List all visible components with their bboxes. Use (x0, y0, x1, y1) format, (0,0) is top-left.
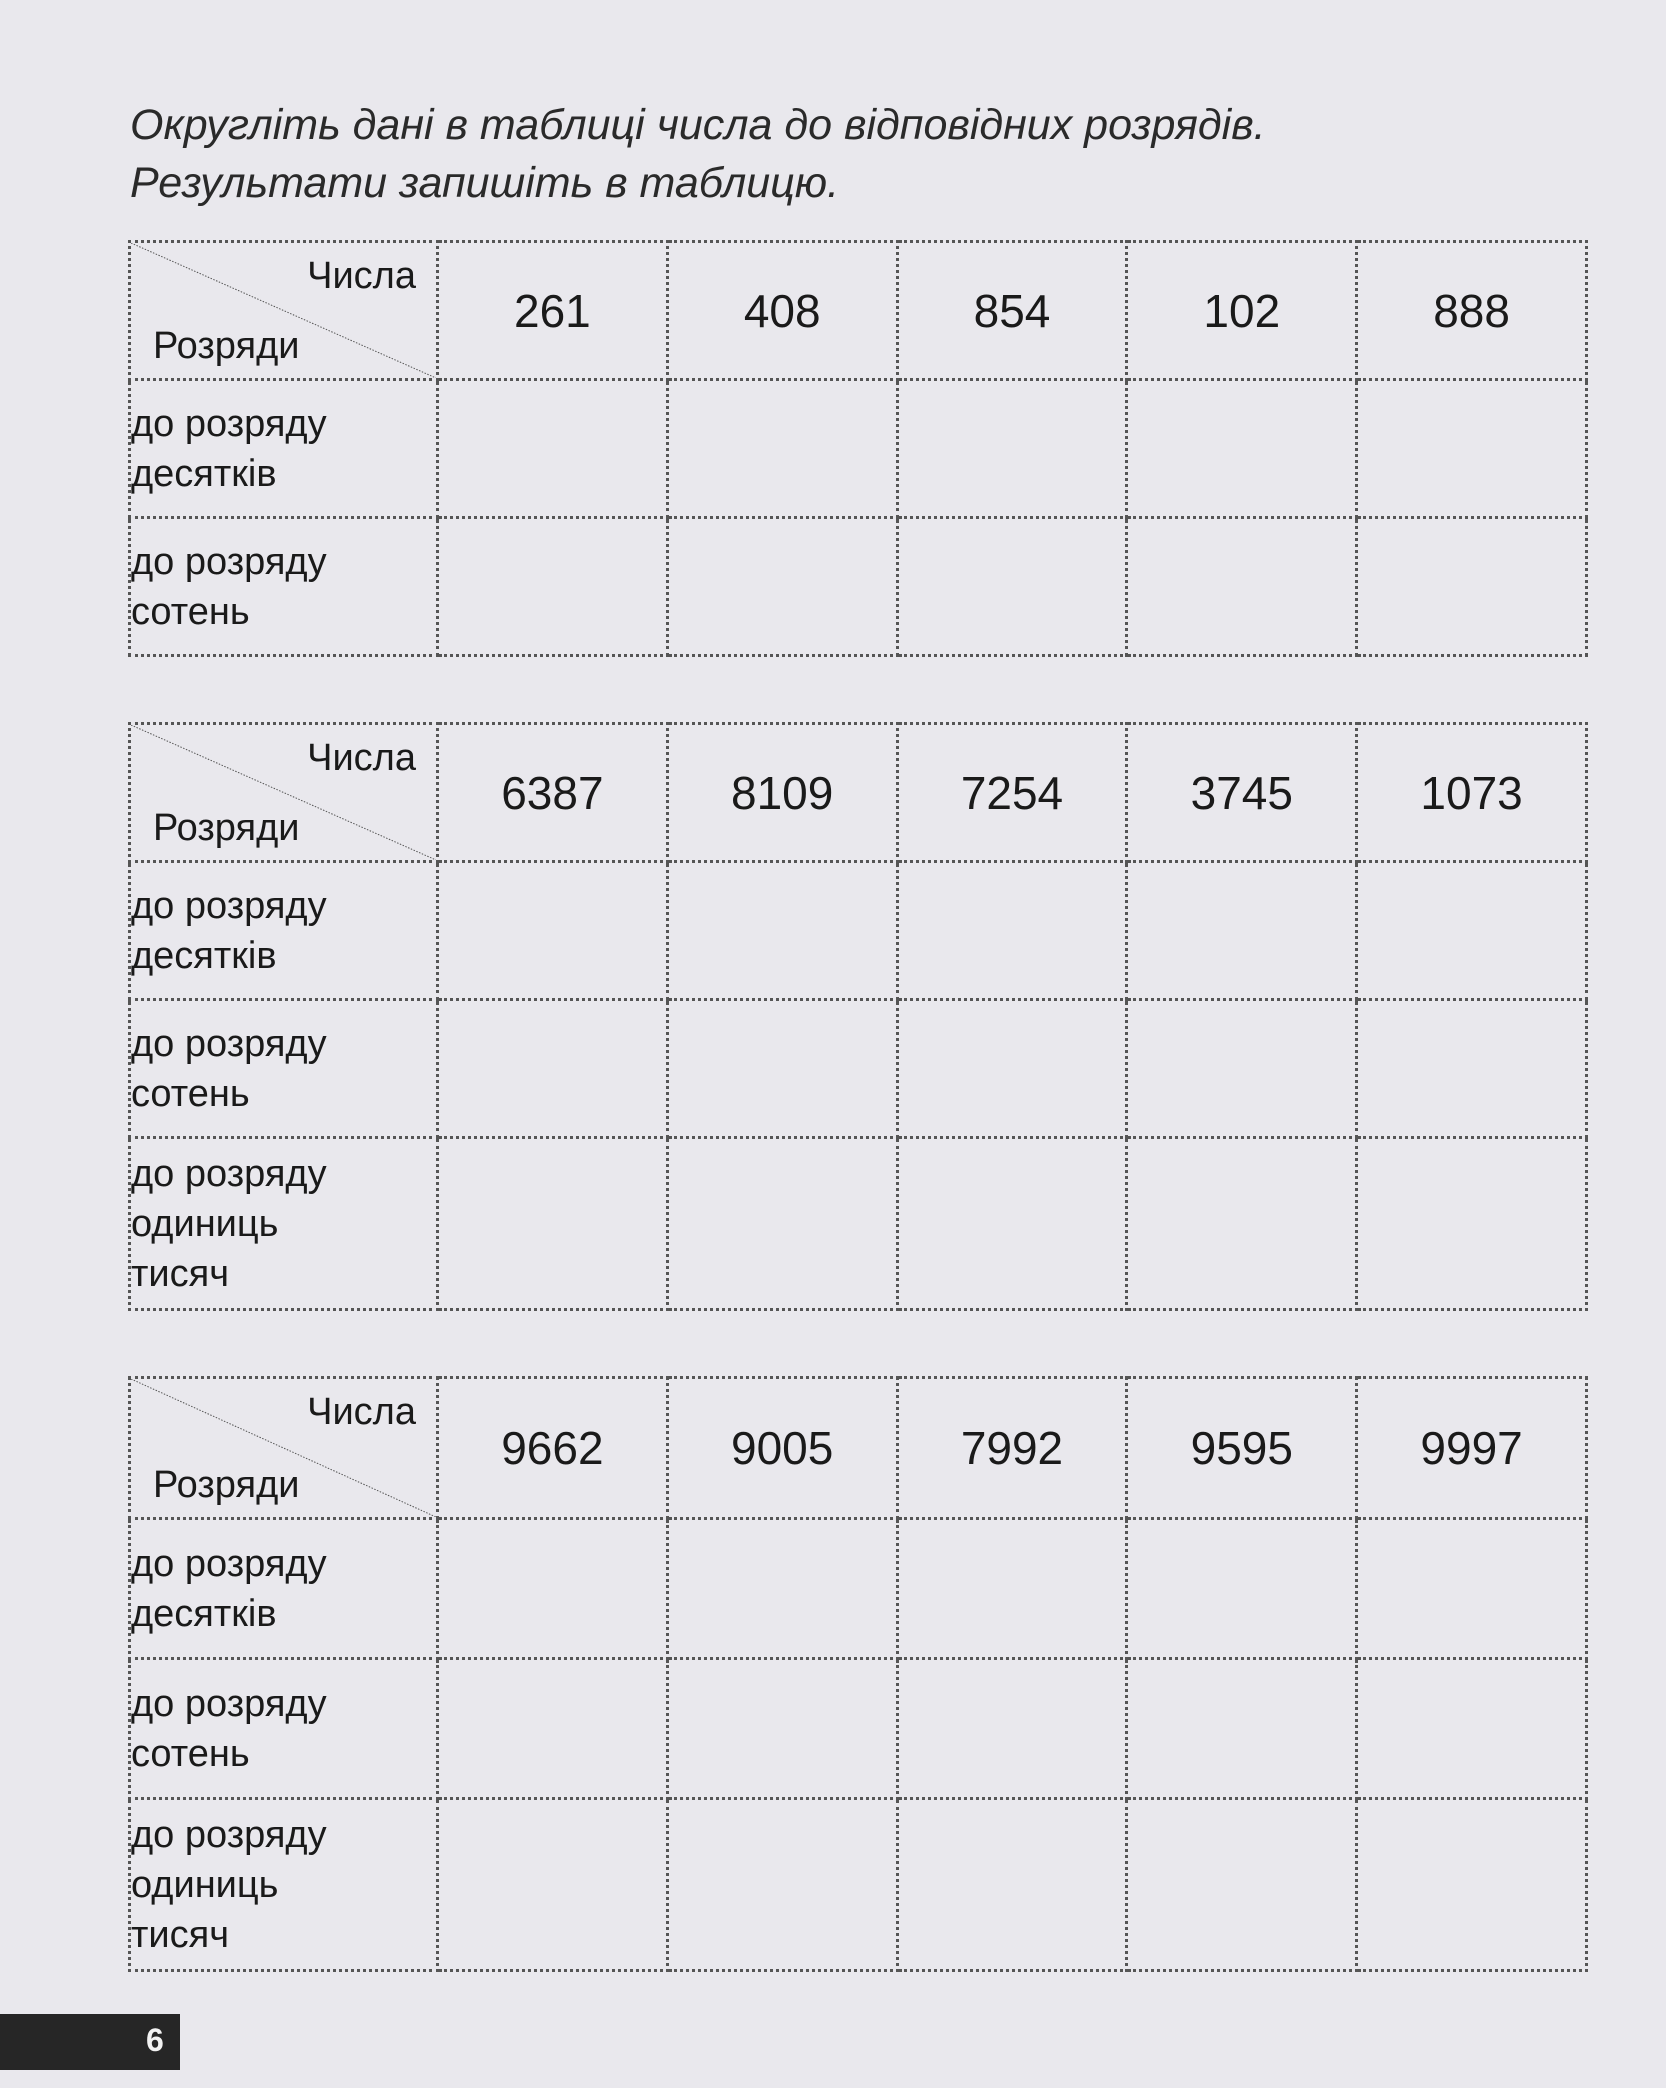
answer-cell[interactable] (438, 380, 668, 518)
row-label-hundreds: до розряду сотень (130, 1000, 438, 1138)
answer-cell[interactable] (1127, 1138, 1357, 1310)
instruction-line-2: Результати запишіть в таблицю. (130, 159, 840, 207)
answer-cell[interactable] (667, 1000, 897, 1138)
row-label-tens: до розряду десятків (130, 1519, 438, 1659)
answer-cell[interactable] (1357, 1000, 1587, 1138)
number-cell: 102 (1127, 242, 1357, 380)
answer-cell[interactable] (438, 1138, 668, 1310)
table-header-row (130, 724, 1587, 862)
answer-cell[interactable] (1357, 1519, 1587, 1659)
number-cell: 408 (667, 242, 897, 380)
rounding-table-1 (128, 240, 1588, 657)
answer-cell[interactable] (1357, 518, 1587, 656)
answer-cell[interactable] (438, 1799, 668, 1971)
numbers-header-label: Числа (307, 1391, 416, 1433)
answer-cell[interactable] (897, 1000, 1127, 1138)
number-cell: 7254 (897, 724, 1127, 862)
thousands-row (130, 1799, 1587, 1971)
answer-cell[interactable] (1357, 862, 1587, 1000)
row-label-hundreds: до розряду сотень (130, 518, 438, 656)
answer-cell[interactable] (1127, 1799, 1357, 1971)
answer-cell[interactable] (1127, 518, 1357, 656)
answer-cell[interactable] (667, 1519, 897, 1659)
answer-cell[interactable] (1127, 380, 1357, 518)
answer-cell[interactable] (667, 1659, 897, 1799)
row-label-thousands: до розряду одиниць тисяч (130, 1138, 438, 1310)
answer-cell[interactable] (438, 1659, 668, 1799)
answer-cell[interactable] (897, 1138, 1127, 1310)
answer-cell[interactable] (1127, 862, 1357, 1000)
answer-cell[interactable] (667, 380, 897, 518)
number-cell: 9595 (1127, 1378, 1357, 1519)
answer-cell[interactable] (667, 1799, 897, 1971)
number-cell: 9662 (438, 1378, 668, 1519)
answer-cell[interactable] (1127, 1000, 1357, 1138)
instructions (130, 96, 1580, 212)
rounding-table-2 (128, 722, 1588, 1311)
answer-cell[interactable] (897, 1519, 1127, 1659)
answer-cell[interactable] (897, 1799, 1127, 1971)
number-cell: 9997 (1357, 1378, 1587, 1519)
number-cell: 7992 (897, 1378, 1127, 1519)
ranks-header-label: Розряди (153, 1464, 300, 1506)
row-label-thousands: до розряду одиниць тисяч (130, 1799, 438, 1971)
answer-cell[interactable] (1357, 380, 1587, 518)
number-cell: 854 (897, 242, 1127, 380)
number-cell: 3745 (1127, 724, 1357, 862)
tens-row (130, 380, 1587, 518)
answer-cell[interactable] (897, 1659, 1127, 1799)
hundreds-row (130, 518, 1587, 656)
tens-row (130, 862, 1587, 1000)
number-cell: 8109 (667, 724, 897, 862)
answer-cell[interactable] (438, 518, 668, 656)
hundreds-row (130, 1000, 1587, 1138)
rounding-table-3 (128, 1376, 1588, 1972)
row-label-tens: до розряду десятків (130, 862, 438, 1000)
answer-cell[interactable] (438, 862, 668, 1000)
answer-cell[interactable] (667, 518, 897, 656)
answer-cell[interactable] (1127, 1659, 1357, 1799)
answer-cell[interactable] (1357, 1799, 1587, 1971)
number-cell: 261 (438, 242, 668, 380)
answer-cell[interactable] (667, 862, 897, 1000)
ranks-header-label: Розряди (153, 325, 300, 367)
tens-row (130, 1519, 1587, 1659)
row-label-hundreds: до розряду сотень (130, 1659, 438, 1799)
number-cell: 6387 (438, 724, 668, 862)
answer-cell[interactable] (1357, 1659, 1587, 1799)
answer-cell[interactable] (438, 1519, 668, 1659)
number-cell: 888 (1357, 242, 1587, 380)
answer-cell[interactable] (897, 518, 1127, 656)
corner-header-cell (130, 242, 438, 380)
row-label-tens: до розряду десятків (130, 380, 438, 518)
corner-header-cell (130, 724, 438, 862)
numbers-header-label: Числа (307, 737, 416, 779)
corner-header-cell (130, 1378, 438, 1519)
answer-cell[interactable] (897, 380, 1127, 518)
numbers-header-label: Числа (307, 255, 416, 297)
answer-cell[interactable] (1357, 1138, 1587, 1310)
number-cell: 9005 (667, 1378, 897, 1519)
answer-cell[interactable] (667, 1138, 897, 1310)
ranks-header-label: Розряди (153, 807, 300, 849)
answer-cell[interactable] (1127, 1519, 1357, 1659)
page-number: 6 (146, 2022, 164, 2058)
thousands-row (130, 1138, 1587, 1310)
table-header-row (130, 1378, 1587, 1519)
table-header-row (130, 242, 1587, 380)
instruction-line-1: Округліть дані в таблиці числа до відповідних розрядів. (130, 101, 1266, 149)
hundreds-row (130, 1659, 1587, 1799)
answer-cell[interactable] (438, 1000, 668, 1138)
answer-cell[interactable] (897, 862, 1127, 1000)
number-cell: 1073 (1357, 724, 1587, 862)
